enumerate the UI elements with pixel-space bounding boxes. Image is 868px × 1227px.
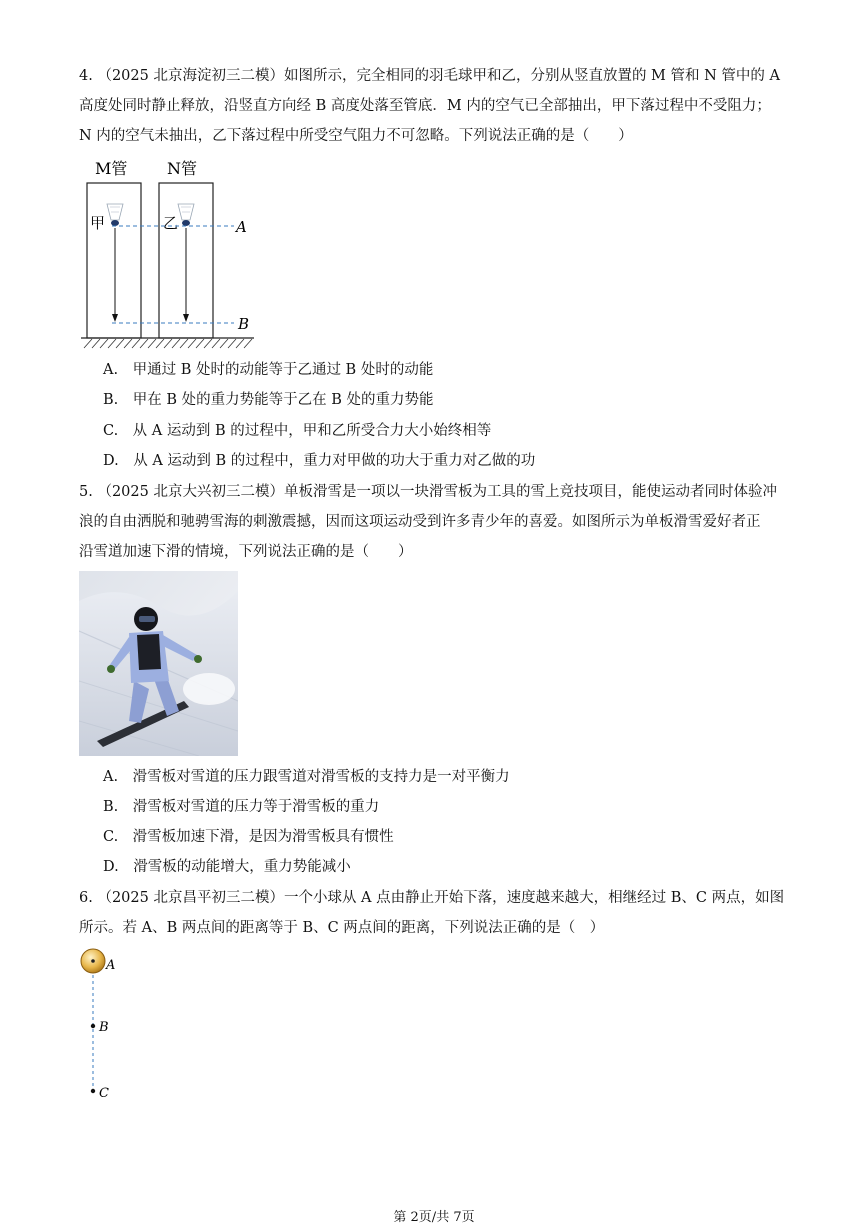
q5-option-c: C. 滑雪板加速下滑，是因为滑雪板具有惯性 (103, 829, 394, 845)
point-b-dot (91, 1024, 95, 1028)
q4-option-d: D. 从 A 运动到 B 的过程中，重力对甲做的功大于重力对乙做的功 (103, 453, 536, 469)
level-b-label: B (238, 315, 250, 333)
point-c-dot (91, 1089, 95, 1093)
tube-m-label: M管 (95, 159, 128, 178)
point-a-label: A (106, 958, 116, 973)
q5-option-b: B. 滑雪板对雪道的压力等于滑雪板的重力 (103, 799, 380, 815)
ball-jia-label: 甲 (90, 214, 106, 232)
q4-option-b: B. 甲在 B 处的重力势能等于乙在 B 处的重力势能 (103, 392, 434, 408)
q5-line-2: 浪的自由洒脱和驰骋雪海的刺激震撼，因而这项运动受到许多青少年的喜爱。如图所示为单板滑雪爱好者正 (79, 514, 761, 530)
q6-line-2: 所示。若 A、B 两点间的距离等于 B、C 两点间的距离，下列说法正确的是（ ） (79, 920, 605, 936)
q4-option-c: C. 从 A 运动到 B 的过程中，甲和乙所受合力大小始终相等 (103, 423, 492, 439)
q4-option-a: A. 甲通过 B 处时的动能等于乙通过 B 处时的动能 (103, 362, 434, 378)
snowboarder-photo (79, 571, 238, 756)
ball-yi-label: 乙 (163, 214, 179, 232)
q4-line-2: 高度处同时静止释放，沿竖直方向经 B 高度处落至管底．M 内的空气已全部抽出，甲下落过程中不受阻力； (79, 98, 771, 114)
level-a-label: A (236, 218, 247, 236)
ground-hatch (84, 339, 252, 348)
q4-line-1: 4. （2025 北京海淀初三二模）如图所示，完全相同的羽毛球甲和乙，分别从竖直放置的 M 管和 N 管中的 A (79, 68, 781, 84)
q4-line-3: N 内的空气未抽出，乙下落过程中所受空气阻力不可忽略。下列说法正确的是（ ） (79, 128, 633, 144)
shuttlecock-yi-icon (178, 204, 194, 226)
page-footer: 第 2页/共 7页 (393, 1210, 475, 1225)
tube-diagram (76, 152, 276, 352)
falling-ball-diagram (76, 945, 136, 1105)
shuttlecock-jia-icon (107, 204, 123, 226)
point-c-label: C (99, 1086, 109, 1101)
q5-line-1: 5. （2025 北京大兴初三二模）单板滑雪是一项以一块滑雪板为工具的雪上竞技项目，能使运动者同时体验冲 (79, 484, 777, 500)
q5-option-d: D. 滑雪板的动能增大，重力势能减小 (103, 859, 351, 875)
q5-line-3: 沿雪道加速下滑的情境，下列说法正确的是（ ） (79, 544, 413, 560)
q6-line-1: 6. （2025 北京昌平初三二模）一个小球从 A 点由静止开始下落，速度越来越大，相继经过 B、C 两点，如图 (79, 890, 785, 906)
q5-option-a: A. 滑雪板对雪道的压力跟雪道对滑雪板的支持力是一对平衡力 (103, 769, 510, 785)
tube-n-label: N管 (167, 159, 198, 178)
point-b-label: B (99, 1020, 109, 1035)
